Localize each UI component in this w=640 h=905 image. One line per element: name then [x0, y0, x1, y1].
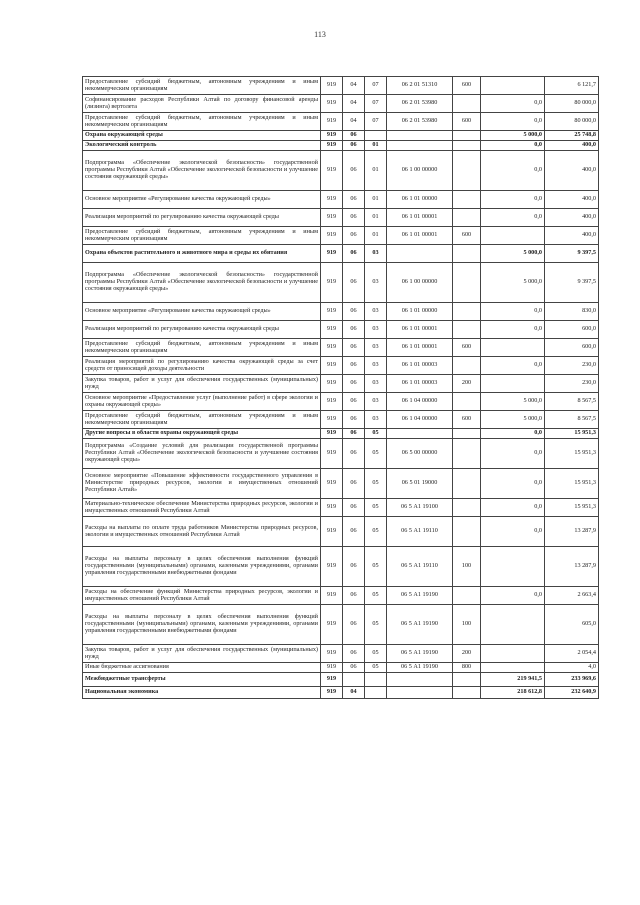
- row-subsection-code: 05: [365, 499, 387, 517]
- row-target-article: 06 2 01 51310: [387, 77, 453, 95]
- row-grbs-code: 919: [321, 209, 343, 227]
- row-amount-change: 0,0: [481, 151, 545, 191]
- row-expense-type: 600: [453, 113, 481, 131]
- row-section-code: 06: [343, 209, 365, 227]
- table-row: [83, 499, 599, 517]
- row-amount-change: 5 000,0: [481, 263, 545, 303]
- row-amount-change: 0,0: [481, 587, 545, 605]
- row-amount-change: [481, 227, 545, 245]
- row-amount-total: 2 054,4: [545, 645, 599, 663]
- row-grbs-code: 919: [321, 687, 343, 699]
- row-amount-change: 0,0: [481, 321, 545, 339]
- row-expense-type: [453, 131, 481, 141]
- row-subsection-code: 07: [365, 77, 387, 95]
- row-grbs-code: 919: [321, 605, 343, 645]
- row-target-article: 06 5 А1 19190: [387, 663, 453, 673]
- row-amount-change: [481, 547, 545, 587]
- row-subsection-code: 05: [365, 587, 387, 605]
- row-amount-change: 5 000,0: [481, 131, 545, 141]
- row-grbs-code: 919: [321, 263, 343, 303]
- row-target-article: [387, 429, 453, 439]
- row-subsection-code: 03: [365, 393, 387, 411]
- row-amount-total: 400,0: [545, 141, 599, 151]
- row-target-article: 06 1 04 00000: [387, 393, 453, 411]
- row-section-code: 06: [343, 439, 365, 469]
- row-grbs-code: 919: [321, 499, 343, 517]
- row-amount-total: 400,0: [545, 209, 599, 227]
- row-target-article: [387, 141, 453, 151]
- table-row: [83, 245, 599, 263]
- row-amount-change: [481, 375, 545, 393]
- row-section-code: 06: [343, 499, 365, 517]
- row-amount-change: 5 000,0: [481, 411, 545, 429]
- row-expense-type: [453, 517, 481, 547]
- row-name: Основное мероприятие «Предоставление услуг (выполнение работ) в сфере экологии и охраны окружающей среды»: [83, 393, 321, 411]
- table-row: [83, 663, 599, 673]
- row-amount-total: 400,0: [545, 151, 599, 191]
- row-grbs-code: 919: [321, 151, 343, 191]
- row-subsection-code: 01: [365, 141, 387, 151]
- row-expense-type: [453, 499, 481, 517]
- row-amount-change: 0,0: [481, 429, 545, 439]
- row-amount-change: [481, 77, 545, 95]
- row-target-article: 06 1 00 00000: [387, 151, 453, 191]
- row-target-article: 06 1 01 00001: [387, 321, 453, 339]
- row-amount-change: 0,0: [481, 439, 545, 469]
- row-name: Предоставление субсидий бюджетным, автономным учреждениям и иным некоммерческим организациям: [83, 227, 321, 245]
- row-grbs-code: 919: [321, 303, 343, 321]
- row-target-article: [387, 245, 453, 263]
- row-name: Подпрограмма «Обеспечение экологической безопасности» государственной программы Республики Алтай «Обеспечение экологической безопасности и улучшение состояния окружающей среды»: [83, 263, 321, 303]
- row-name: Предоставление субсидий бюджетным, автономным учреждениям и иным некоммерческим организациям: [83, 339, 321, 357]
- row-amount-total: 600,0: [545, 321, 599, 339]
- row-target-article: 06 1 01 00000: [387, 303, 453, 321]
- table-row: [83, 645, 599, 663]
- page-number: 113: [314, 30, 326, 39]
- table-row: [83, 141, 599, 151]
- row-amount-total: 80 000,0: [545, 95, 599, 113]
- table-row: [83, 209, 599, 227]
- row-target-article: 06 5 А1 19100: [387, 499, 453, 517]
- row-expense-type: [453, 321, 481, 339]
- row-section-code: 06: [343, 321, 365, 339]
- row-section-code: [343, 673, 365, 687]
- row-expense-type: [453, 469, 481, 499]
- row-amount-total: 13 287,9: [545, 517, 599, 547]
- row-expense-type: [453, 245, 481, 263]
- row-amount-total: 15 951,3: [545, 469, 599, 499]
- table-row: [83, 95, 599, 113]
- table-row: [83, 411, 599, 429]
- row-target-article: 06 5 А1 19110: [387, 517, 453, 547]
- row-section-code: 06: [343, 547, 365, 587]
- row-expense-type: 600: [453, 411, 481, 429]
- row-subsection-code: [365, 131, 387, 141]
- row-subsection-code: 03: [365, 303, 387, 321]
- row-amount-total: 80 000,0: [545, 113, 599, 131]
- row-grbs-code: 919: [321, 393, 343, 411]
- row-amount-total: 9 397,5: [545, 245, 599, 263]
- row-amount-total: 15 951,3: [545, 499, 599, 517]
- row-amount-total: 605,0: [545, 605, 599, 645]
- row-grbs-code: 919: [321, 95, 343, 113]
- row-section-code: 04: [343, 113, 365, 131]
- row-target-article: 06 1 01 00003: [387, 375, 453, 393]
- row-grbs-code: 919: [321, 357, 343, 375]
- row-amount-total: 6 121,7: [545, 77, 599, 95]
- row-expense-type: 600: [453, 77, 481, 95]
- row-target-article: [387, 687, 453, 699]
- table-row: [83, 339, 599, 357]
- row-amount-change: 0,0: [481, 141, 545, 151]
- row-section-code: 06: [343, 411, 365, 429]
- row-subsection-code: [365, 673, 387, 687]
- row-expense-type: 100: [453, 547, 481, 587]
- table-row: [83, 517, 599, 547]
- row-section-code: 06: [343, 227, 365, 245]
- row-expense-type: [453, 263, 481, 303]
- row-amount-change: [481, 645, 545, 663]
- row-subsection-code: 05: [365, 429, 387, 439]
- row-expense-type: 600: [453, 339, 481, 357]
- row-grbs-code: 919: [321, 339, 343, 357]
- row-expense-type: [453, 151, 481, 191]
- table-row: [83, 151, 599, 191]
- row-amount-total: 15 951,3: [545, 439, 599, 469]
- row-amount-total: 4,0: [545, 663, 599, 673]
- table-row: [83, 113, 599, 131]
- row-name: Подпрограмма «Обеспечение экологической безопасности» государственной программы Республики Алтай «Обеспечение экологической безопасности и улучшение состояния окружающей среды»: [83, 151, 321, 191]
- budget-table-body: [83, 77, 599, 699]
- row-amount-change: 0,0: [481, 469, 545, 499]
- row-name: Расходы на выплаты персоналу в целях обеспечения выполнения функций государственными (муниципальными) органами, казенными учреждениями, органами управления государственными внебюджетными фондами: [83, 605, 321, 645]
- row-target-article: 06 1 01 00001: [387, 209, 453, 227]
- row-grbs-code: 919: [321, 191, 343, 209]
- row-amount-change: 0,0: [481, 303, 545, 321]
- row-grbs-code: 919: [321, 131, 343, 141]
- row-section-code: 04: [343, 687, 365, 699]
- row-subsection-code: 03: [365, 411, 387, 429]
- row-target-article: 06 1 01 00000: [387, 191, 453, 209]
- row-subsection-code: 03: [365, 245, 387, 263]
- row-section-code: 06: [343, 339, 365, 357]
- row-target-article: 06 1 01 00003: [387, 357, 453, 375]
- row-subsection-code: 03: [365, 375, 387, 393]
- row-subsection-code: 07: [365, 113, 387, 131]
- row-section-code: 04: [343, 95, 365, 113]
- table-row: [83, 191, 599, 209]
- row-amount-total: 400,0: [545, 227, 599, 245]
- table-row: [83, 547, 599, 587]
- row-amount-change: 0,0: [481, 209, 545, 227]
- row-subsection-code: 03: [365, 339, 387, 357]
- row-section-code: 06: [343, 663, 365, 673]
- row-subsection-code: 01: [365, 227, 387, 245]
- table-row: [83, 357, 599, 375]
- row-section-code: 06: [343, 131, 365, 141]
- row-name: Закупка товаров, работ и услуг для обеспечения государственных (муниципальных) нужд: [83, 645, 321, 663]
- row-grbs-code: 919: [321, 77, 343, 95]
- row-expense-type: [453, 687, 481, 699]
- row-amount-change: 0,0: [481, 191, 545, 209]
- table-row: [83, 393, 599, 411]
- row-name: Межбюджетные трансферты: [83, 673, 321, 687]
- table-row: [83, 77, 599, 95]
- row-amount-total: 400,0: [545, 191, 599, 209]
- row-section-code: 06: [343, 517, 365, 547]
- row-amount-change: [481, 663, 545, 673]
- row-grbs-code: 919: [321, 227, 343, 245]
- row-section-code: 06: [343, 605, 365, 645]
- row-name: Расходы на обеспечение функций Министерства природных ресурсов, экологии и имущественных отношений Республики Алтай: [83, 587, 321, 605]
- table-row: [83, 263, 599, 303]
- row-grbs-code: 919: [321, 547, 343, 587]
- row-amount-change: 218 612,8: [481, 687, 545, 699]
- row-name: Основное мероприятие «Регулирование качества окружающей среды»: [83, 191, 321, 209]
- row-subsection-code: 05: [365, 547, 387, 587]
- row-target-article: 06 5 А1 19190: [387, 587, 453, 605]
- row-name: Софинансирование расходов Республики Алтай по договору финансовой аренды (лизинга) вертолета: [83, 95, 321, 113]
- budget-table: [82, 76, 599, 699]
- row-section-code: 04: [343, 77, 365, 95]
- row-section-code: 06: [343, 303, 365, 321]
- row-amount-total: 2 663,4: [545, 587, 599, 605]
- row-grbs-code: 919: [321, 587, 343, 605]
- row-grbs-code: 919: [321, 439, 343, 469]
- row-amount-change: 219 941,5: [481, 673, 545, 687]
- row-amount-change: 5 000,0: [481, 393, 545, 411]
- row-grbs-code: 919: [321, 673, 343, 687]
- row-amount-total: 8 567,5: [545, 411, 599, 429]
- row-name: Закупка товаров, работ и услуг для обеспечения государственных (муниципальных) нужд: [83, 375, 321, 393]
- table-row: [83, 429, 599, 439]
- row-grbs-code: 919: [321, 469, 343, 499]
- row-subsection-code: 03: [365, 357, 387, 375]
- table-row: [83, 673, 599, 687]
- row-name: Иные бюджетные ассигнования: [83, 663, 321, 673]
- table-row: [83, 321, 599, 339]
- row-name: Подпрограмма «Создание условий для реализации государственной программы Республики Алтай «Обеспечение экологической безопасности и улучшение состояния окружающей среды»: [83, 439, 321, 469]
- row-subsection-code: 05: [365, 663, 387, 673]
- row-expense-type: [453, 587, 481, 605]
- row-expense-type: [453, 673, 481, 687]
- row-amount-total: 13 287,9: [545, 547, 599, 587]
- row-target-article: 06 2 01 53980: [387, 113, 453, 131]
- table-row: [83, 439, 599, 469]
- row-section-code: 06: [343, 429, 365, 439]
- row-section-code: 06: [343, 151, 365, 191]
- row-name: Реализация мероприятий по регулированию качества окружающей среды: [83, 209, 321, 227]
- row-grbs-code: 919: [321, 411, 343, 429]
- row-target-article: 06 2 01 53980: [387, 95, 453, 113]
- row-expense-type: [453, 429, 481, 439]
- row-section-code: 06: [343, 245, 365, 263]
- row-target-article: 06 1 01 00001: [387, 227, 453, 245]
- row-grbs-code: 919: [321, 663, 343, 673]
- row-section-code: 06: [343, 469, 365, 499]
- row-target-article: 06 5 А1 19190: [387, 645, 453, 663]
- row-name: Расходы на выплаты персоналу в целях обеспечения выполнения функций государственными (муниципальными) органами, казенными учреждениями, органами управления государственными внебюджетными фондами: [83, 547, 321, 587]
- row-amount-change: 0,0: [481, 95, 545, 113]
- row-name: Национальная экономика: [83, 687, 321, 699]
- row-name: Расходы на выплаты по оплате труда работников Министерства природных ресурсов, экологии и имущественных отношений Республики Алтай: [83, 517, 321, 547]
- row-expense-type: 200: [453, 375, 481, 393]
- row-expense-type: [453, 439, 481, 469]
- table-row: [83, 469, 599, 499]
- row-section-code: 06: [343, 393, 365, 411]
- row-expense-type: [453, 357, 481, 375]
- row-expense-type: 100: [453, 605, 481, 645]
- row-section-code: 06: [343, 645, 365, 663]
- row-section-code: 06: [343, 191, 365, 209]
- row-name: Основное мероприятие «Повышение эффективности государственного управления в Министерстве природных ресурсов, экологии и имущественных отношений Республики Алтай»: [83, 469, 321, 499]
- table-row: [83, 303, 599, 321]
- row-name: Предоставление субсидий бюджетным, автономным учреждениям и иным некоммерческим организациям: [83, 113, 321, 131]
- row-target-article: [387, 673, 453, 687]
- row-amount-total: 230,0: [545, 375, 599, 393]
- row-amount-change: 5 000,0: [481, 245, 545, 263]
- row-section-code: 06: [343, 587, 365, 605]
- table-row: [83, 587, 599, 605]
- row-subsection-code: 05: [365, 469, 387, 499]
- table-row: [83, 605, 599, 645]
- row-section-code: 06: [343, 263, 365, 303]
- row-expense-type: [453, 209, 481, 227]
- row-subsection-code: 05: [365, 645, 387, 663]
- row-amount-total: 233 969,6: [545, 673, 599, 687]
- row-subsection-code: 01: [365, 209, 387, 227]
- row-section-code: 06: [343, 357, 365, 375]
- row-target-article: 06 1 01 00001: [387, 339, 453, 357]
- table-row: [83, 227, 599, 245]
- row-amount-total: 8 567,5: [545, 393, 599, 411]
- row-name: Предоставление субсидий бюджетным, автономным учреждениям и иным некоммерческим организациям: [83, 411, 321, 429]
- row-amount-change: [481, 339, 545, 357]
- row-subsection-code: 07: [365, 95, 387, 113]
- row-grbs-code: 919: [321, 141, 343, 151]
- row-name: Охрана окружающей среды: [83, 131, 321, 141]
- row-expense-type: [453, 303, 481, 321]
- row-subsection-code: 05: [365, 605, 387, 645]
- row-target-article: 06 5 01 19000: [387, 469, 453, 499]
- row-expense-type: 600: [453, 227, 481, 245]
- row-amount-total: 830,0: [545, 303, 599, 321]
- row-amount-total: 15 951,3: [545, 429, 599, 439]
- row-subsection-code: 01: [365, 151, 387, 191]
- row-expense-type: 800: [453, 663, 481, 673]
- row-grbs-code: 919: [321, 113, 343, 131]
- row-grbs-code: 919: [321, 517, 343, 547]
- row-name: Основное мероприятие «Регулирование качества окружающей среды»: [83, 303, 321, 321]
- row-amount-change: [481, 605, 545, 645]
- row-name: Предоставление субсидий бюджетным, автономным учреждениям и иным некоммерческим организациям: [83, 77, 321, 95]
- row-target-article: 06 1 04 00000: [387, 411, 453, 429]
- row-grbs-code: 919: [321, 375, 343, 393]
- row-expense-type: [453, 141, 481, 151]
- row-name: Экологический контроль: [83, 141, 321, 151]
- row-expense-type: [453, 191, 481, 209]
- table-row: [83, 375, 599, 393]
- row-subsection-code: 05: [365, 439, 387, 469]
- row-name: Реализация мероприятий по регулированию качества окружающей среды за счет средств от приносящей доходы деятельности: [83, 357, 321, 375]
- row-amount-total: 600,0: [545, 339, 599, 357]
- row-grbs-code: 919: [321, 429, 343, 439]
- row-amount-change: 0,0: [481, 113, 545, 131]
- table-row: [83, 687, 599, 699]
- row-target-article: 06 1 00 00000: [387, 263, 453, 303]
- row-subsection-code: [365, 687, 387, 699]
- row-grbs-code: 919: [321, 321, 343, 339]
- row-amount-total: 9 397,5: [545, 263, 599, 303]
- row-amount-change: 0,0: [481, 499, 545, 517]
- row-grbs-code: 919: [321, 245, 343, 263]
- row-expense-type: [453, 95, 481, 113]
- row-name: Охрана объектов растительного и животного мира и среды их обитания: [83, 245, 321, 263]
- row-amount-total: 230,0: [545, 357, 599, 375]
- row-name: Другие вопросы в области охраны окружающей среды: [83, 429, 321, 439]
- row-target-article: 06 5 А1 19110: [387, 547, 453, 587]
- row-subsection-code: 05: [365, 517, 387, 547]
- row-amount-total: 232 640,9: [545, 687, 599, 699]
- row-section-code: 06: [343, 141, 365, 151]
- row-name: Реализация мероприятий по регулированию качества окружающей среды: [83, 321, 321, 339]
- row-name: Материально-техническое обеспечение Министерства природных ресурсов, экологии и имущественных отношений Республики Алтай: [83, 499, 321, 517]
- row-subsection-code: 03: [365, 263, 387, 303]
- row-subsection-code: 01: [365, 191, 387, 209]
- row-expense-type: [453, 393, 481, 411]
- row-target-article: [387, 131, 453, 141]
- row-target-article: 06 5 00 00000: [387, 439, 453, 469]
- row-subsection-code: 03: [365, 321, 387, 339]
- table-row: [83, 131, 599, 141]
- row-amount-change: 0,0: [481, 517, 545, 547]
- row-target-article: 06 5 А1 19190: [387, 605, 453, 645]
- row-grbs-code: 919: [321, 645, 343, 663]
- row-amount-total: 25 748,8: [545, 131, 599, 141]
- row-expense-type: 200: [453, 645, 481, 663]
- row-amount-change: 0,0: [481, 357, 545, 375]
- row-section-code: 06: [343, 375, 365, 393]
